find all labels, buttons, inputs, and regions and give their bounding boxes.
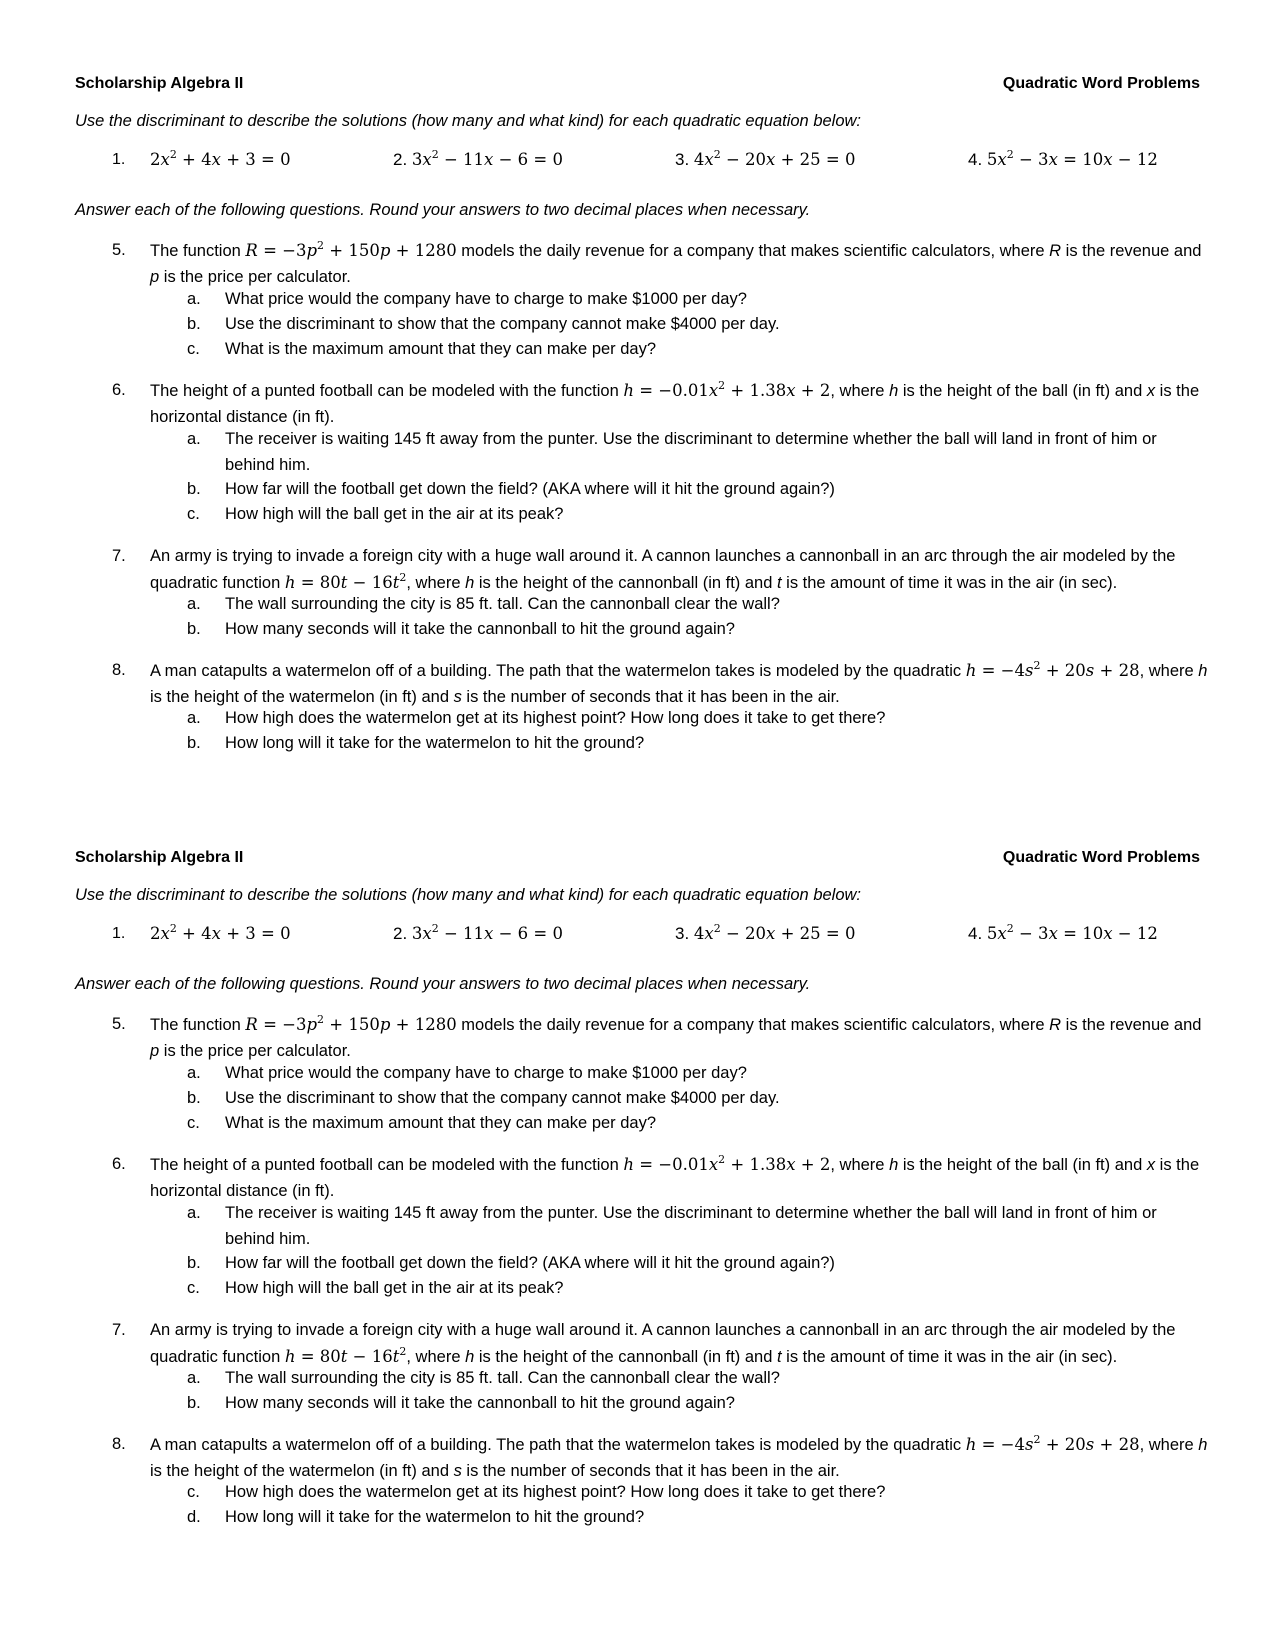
- question-number: 6.: [112, 381, 126, 399]
- equation-4: 4. $5x^2 - 3x = 10x - 12$: [968, 922, 1158, 943]
- question-number: 6.: [112, 1155, 126, 1173]
- equation-number: 2.: [393, 924, 408, 943]
- question-number: 5.: [112, 1015, 126, 1033]
- equation-4: 4. $5x^2 - 3x = 10x - 12$: [968, 148, 1158, 169]
- question-number: 7.: [112, 547, 126, 565]
- equation-3: 3. $4x^2 - 20x + 25 = 0$: [675, 148, 856, 169]
- equation-row: [0, 150, 1275, 174]
- answer-instructions: Answer each of the following questions. Round your answers to two decimal places when necessary.: [75, 201, 811, 219]
- question-text: A man catapults a watermelon off of a building. The path that the watermelon takes is modeled by the quadratic $h = -4s^2 + 20s + 28$, where h is the height of the watermelon (in ft) and s is the number of seconds that it has been in the air.: [150, 1433, 1208, 1480]
- discriminant-instructions: Use the discriminant to describe the solutions (how many and what kind) for each quadratic equation below:: [75, 886, 862, 904]
- question-number: 8.: [112, 1435, 126, 1453]
- worksheet-copy-2: Scholarship Algebra II Quadratic Word Problems Use the discriminant to describe the solutions (how many and what kind) for each quadratic equation below: 1. $2x^2 + 4x + 3 = 0$ 2. $3x^2 - 11x - 6 = 0$ 3. $4x^2 - 20x + 25 = 0$ 4. $5x^2 - 3x = 10x - 12$ Answer each of the following questions. Round your answers to two decimal places when necessary. 5. The function $R = -3p^2 + 150p + 1280$ models the daily revenue for a company that makes scientific calculators, where R is the revenue and p is the price per calculator. a. What price would the company have to charge to make $1000 per day? b. Use the discriminant to show that the company cannot make $4000 per day. c. What is the maximum amount that they can make per day? 6. The height of a punted football can be modeled with the function $h = -0.01x^2 + 1.38x + 2$, where h is the height of the ball (in ft) and x is the horizontal distance (in ft). a. The receiver is waiting 145 ft away from the punter. Use the discriminant to determine whether the ball will land in front of him or behind him. b. How far will the football get down the field? (AKA where will it hit the ground again?) c. How high will the ball get in the air at its peak? 7. An army is trying to invade a foreign city with a huge wall around it. A cannon launches a cannonball in an arc through the air modeled by the quadratic function $h = 80t - 16t^2$, where h is the height of the cannonball (in ft) and t is the amount of time it was in the air (in sec). a. The wall surrounding the city is 85 ft. tall. Can the cannonball clear the wall? b. How many seconds will it take the cannonball to hit the ground again? 8. A man catapults a watermelon off of a building. The path that the watermelon takes is modeled by the quadratic $h = -4s^2 + 20s + 28$, where h is the height of the watermelon (in ft) and s is the number of seconds that it has been in the air. c. How high does the watermelon get at its highest point? How long does it take to get there? d. How long will it take for the watermelon to hit the ground?: [0, 849, 1275, 1619]
- question-text: The function $R = -3p^2 + 150p + 1280$ models the daily revenue for a company that makes scientific calculators, where R is the revenue and p is the price per calculator.: [150, 239, 1202, 286]
- question-number: 5.: [112, 241, 126, 259]
- discriminant-instructions: Use the discriminant to describe the solutions (how many and what kind) for each quadratic equation below:: [75, 112, 862, 130]
- equation-row: [0, 924, 1275, 948]
- question-number: 7.: [112, 1321, 126, 1339]
- question-text: An army is trying to invade a foreign city with a huge wall around it. A cannon launches a cannonball in an arc through the air modeled by the quadratic function $h = 80t - 16t^2$, where h is the height of the cannonball (in ft) and t is the amount of time it was in the air (in sec).: [150, 1321, 1176, 1366]
- equation-1: $2x^2 + 4x + 3 = 0$: [150, 922, 291, 943]
- question-text: The height of a punted football can be modeled with the function $h = -0.01x^2 + 1.38x + 2$, where h is the height of the ball (in ft) and x is the horizontal distance (in ft).: [150, 1153, 1200, 1200]
- question-text: The height of a punted football can be modeled with the function $h = -0.01x^2 + 1.38x + 2$, where h is the height of the ball (in ft) and x is the horizontal distance (in ft).: [150, 379, 1200, 426]
- equation-2: 2. $3x^2 - 11x - 6 = 0$: [393, 922, 563, 943]
- worksheet-title: Quadratic Word Problems: [1002, 849, 1200, 866]
- equation-number: 3.: [675, 150, 690, 169]
- equation-number: 4.: [968, 150, 983, 169]
- question-text: A man catapults a watermelon off of a building. The path that the watermelon takes is modeled by the quadratic $h = -4s^2 + 20s + 28$, where h is the height of the watermelon (in ft) and s is the number of seconds that it has been in the air.: [150, 659, 1208, 706]
- equation-1: $2x^2 + 4x + 3 = 0$: [150, 148, 291, 169]
- equation-number: 3.: [675, 924, 690, 943]
- worksheet-title: Quadratic Word Problems: [1002, 75, 1200, 92]
- equation-3: 3. $4x^2 - 20x + 25 = 0$: [675, 922, 856, 943]
- equation-number: 4.: [968, 924, 983, 943]
- course-title: Scholarship Algebra II: [75, 849, 244, 866]
- answer-instructions: Answer each of the following questions. Round your answers to two decimal places when necessary.: [75, 975, 811, 993]
- equation-number: 1.: [112, 151, 126, 168]
- equation-number: 1.: [112, 925, 126, 942]
- question-text: The function $R = -3p^2 + 150p + 1280$ models the daily revenue for a company that makes scientific calculators, where R is the revenue and p is the price per calculator.: [150, 1013, 1202, 1060]
- question-text: An army is trying to invade a foreign city with a huge wall around it. A cannon launches a cannonball in an arc through the air modeled by the quadratic function $h = 80t - 16t^2$, where h is the height of the cannonball (in ft) and t is the amount of time it was in the air (in sec).: [150, 547, 1176, 592]
- equation-number: 2.: [393, 150, 408, 169]
- worksheet-copy-1: Scholarship Algebra II Quadratic Word Problems Use the discriminant to describe the solutions (how many and what kind) for each quadratic equation below: 1. $2x^2 + 4x + 3 = 0$ 2. $3x^2 - 11x - 6 = 0$ 3. $4x^2 - 20x + 25 = 0$ 4. $5x^2 - 3x = 10x - 12$ Answer each of the following questions. Round your answers to two decimal places when necessary. 5. The function $R = -3p^2 + 150p + 1280$ models the daily revenue for a company that makes scientific calculators, where R is the revenue and p is the price per calculator. a. What price would the company have to charge to make $1000 per day? b. Use the discriminant to show that the company cannot make $4000 per day. c. What is the maximum amount that they can make per day? 6. The height of a punted football can be modeled with the function $h = -0.01x^2 + 1.38x + 2$, where h is the height of the ball (in ft) and x is the horizontal distance (in ft). a. The receiver is waiting 145 ft away from the punter. Use the discriminant to determine whether the ball will land in front of him or behind him. b. How far will the football get down the field? (AKA where will it hit the ground again?) c. How high will the ball get in the air at its peak? 7. An army is trying to invade a foreign city with a huge wall around it. A cannon launches a cannonball in an arc through the air modeled by the quadratic function $h = 80t - 16t^2$, where h is the height of the cannonball (in ft) and t is the amount of time it was in the air (in sec). a. The wall surrounding the city is 85 ft. tall. Can the cannonball clear the wall? b. How many seconds will it take the cannonball to hit the ground again? 8. A man catapults a watermelon off of a building. The path that the watermelon takes is modeled by the quadratic $h = -4s^2 + 20s + 28$, where h is the height of the watermelon (in ft) and s is the number of seconds that it has been in the air. a. How high does the watermelon get at its highest point? How long does it take to get there? b. How long will it take for the watermelon to hit the ground?: [0, 75, 1275, 845]
- course-title: Scholarship Algebra II: [75, 75, 244, 92]
- equation-2: 2. $3x^2 - 11x - 6 = 0$: [393, 148, 563, 169]
- question-number: 8.: [112, 661, 126, 679]
